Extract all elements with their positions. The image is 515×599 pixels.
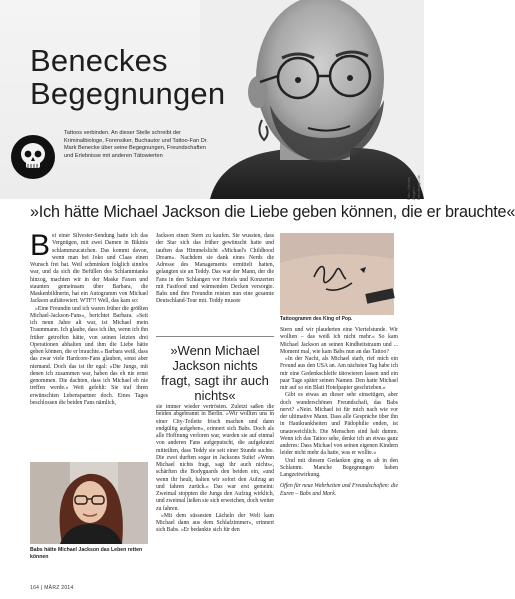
photo-credit: Foto: Nicolas Ziegel / Fotodesign.de <box>406 175 421 201</box>
body-paragraph: »Eine Freundin und ich waren früher die größten Michael-Jackson-Fans«, berichtet Barbara. »Seit ich neun Jahre alt war, ist Michael mein Traummann. Ich glaube, dass ich ihn, wenn ich ihn früher getroffen hätte, von seinen letzten drei Operationen abhalten und ihm die Liebe hätte geben können, die er brauchte.« Barbara weiß, dass das zwar viele Hardcore-Fans glauben, sonst aber niemand. Doch das ist ihr egal: »Die Jungs, mit denen ich zusammen war, haben das eh nie ernst genommen. Die dachten, dass ich Michael eh nie treffen werde.« Weit gefehlt: Sie traf ihren erwünschten Lebenspartner doch. Eines Tages beschlossen die beiden Fans nämlich, <box>30 305 148 406</box>
body-paragraph: Jackson einen Stern zu kaufen. Sie wussten, dass der Star sich das früher gewünscht hatte und tauften das Himmelslicht »Michael's Childhood Dream«. Nachdem sie dank eines Nerds die Adresse des Managements ermittelt hatten, gelangten sie an Teddy. Das war der Mann, der die Fans in den Schlangen vor Hotels und Konzerten mit Fastfood und wärmenden Decken versorgte. Babs und ihre Freundin reisten nun eine gesamte Deutschland-Tour mit. Teddy musste <box>156 233 274 305</box>
body-column-3 <box>280 327 398 498</box>
body-paragraph: Und mit diesem Gedanken ging es ab in den Schlamm. Manche Begegnungen haben Langzeitwirkung. <box>280 457 398 478</box>
body-paragraph: Gibt es etwas an dieser sehr einseitigen, aber doch wunderschönen Freundschaft, das Babs nervt? »Nein. Michael ist für mich nach wie vor der ultimative Mann. Dass alle Gespräche über ihn in Hautkrankheiten und Pädophilie enden, ist unausweichlich. Die Menschen sind halt dumm. Wenn ich das Tattoo sehe, denke ich an etwas ganz anderes: Dass Michael von seinen eigenen Kindern leider nicht mehr da hatte, was er wollte.« <box>280 392 398 457</box>
photo-caption-left: Babs hätte Michael Jackson das Leben retten können <box>30 547 143 560</box>
body-paragraph: Stern und wir plauderten eine Viertelstunde. Wir wollten – das weiß ich nicht mehr.« So kam Michael Jackson an seinen Kindheitstraum und ... Moment mal, wie kam Babs nun an das Tattoo? <box>280 327 398 355</box>
body-paragraph: »In der Nacht, als Michael starb, rief mich ein Freund aus den USA an. Am nächsten Tag habe ich mir eine Gedenkschleife tätowieren lassen und ein paar Tage später seinen Namen. Den hatte Michael mir auf so ein Blatt Hotelpapier geschrieben.« <box>280 356 398 391</box>
pull-quote: »Wenn Michael Jackson nichts fragt, sagt ihr auch nichts« <box>156 336 274 411</box>
photo-tattoo <box>280 233 394 315</box>
body-column-2 <box>156 233 274 306</box>
body-column-2-continued <box>156 404 274 535</box>
photo-caption-right: Tattoogramm des King of Pop. <box>280 316 353 322</box>
author-portrait <box>200 0 424 199</box>
closing-note: Offen für neue Wahrheiten und Freundschaften: die Euren – Babs und Mark. <box>280 483 398 497</box>
teaser-text: Tattoos verbinden. An dieser Stelle schreibt der Kriminalbiologe, Forensiker, Buchautor und Tattoo-Fan Dr. Mark Benecke über seine Begegnungen, Freundschaften und Erlebnisse mit anderen Tätowierten <box>64 130 208 159</box>
header-hero <box>0 0 424 199</box>
body-column-1 <box>30 229 148 407</box>
column-title <box>30 44 225 110</box>
column-title-line2: Begegnungen <box>30 76 226 111</box>
body-paragraph: Bei einer Silvester-Sendung hatte ich das Vergnügen, mit zwei Damen in Bikinis schlammzucatchen. Das kommt davon, wenn man bei Joko und Claas einen Wunsch frei hat. Weil schminken folglich sinnlos war, und da sich die Befüllen des Schlammtanks hinzog, machten wir in der Maske Faxen und staunten gemeinsam über Barbara, die Maskenbildnerin, hat ein Autogramm von Michael Jackson auftätowiert. WTF?! Well, das kam so: <box>30 229 148 305</box>
skull-logo-icon <box>10 134 56 180</box>
article-headline: »Ich hätte Michael Jackson die Liebe geben können, die er brauchte« <box>30 203 515 221</box>
page-folio: 164 | MÄRZ 2014 <box>30 585 74 591</box>
photo-babs <box>30 462 148 544</box>
body-paragraph: sie immer wieder vertrösten. Zuletzt saßen die beiden abgebrannt in Berlin. »Wir wollten uns in einer City-Toilette frisch machen und dann endgültig aufgeben«, erinnert sich Babs. Doch als alle Hoffnung verloren war, wurden sie auf einmal von anderen Fans aufgeputscht, die aufgekratzt mitteilten, dass Teddy sie seit einer Stunde suchte. Die zwei durften sogar in Jacksons Suite! »Wenn Michael nichts fragt, sagt ihr auch nichts«, schärften die Bodyguards den beiden ein, »und wenn ihr heult, halten wir sofort den Aufzug an und fahren zurück.« Das war erst gemeint: Zweimal stoppten die Jungs den Aufzug wirklich, und zweimal ließen sie sich erweichen, doch weiter zu fahren. <box>156 404 274 512</box>
body-paragraph: »Mit dem süssesten Lächeln der Welt kam Michael dann aus dem Schlafzimmer«, erinnert sich Babs. »Er bedankte sich für den <box>156 512 274 534</box>
column-title-line1: Beneckes <box>30 43 168 78</box>
drop-cap: B <box>30 229 51 262</box>
